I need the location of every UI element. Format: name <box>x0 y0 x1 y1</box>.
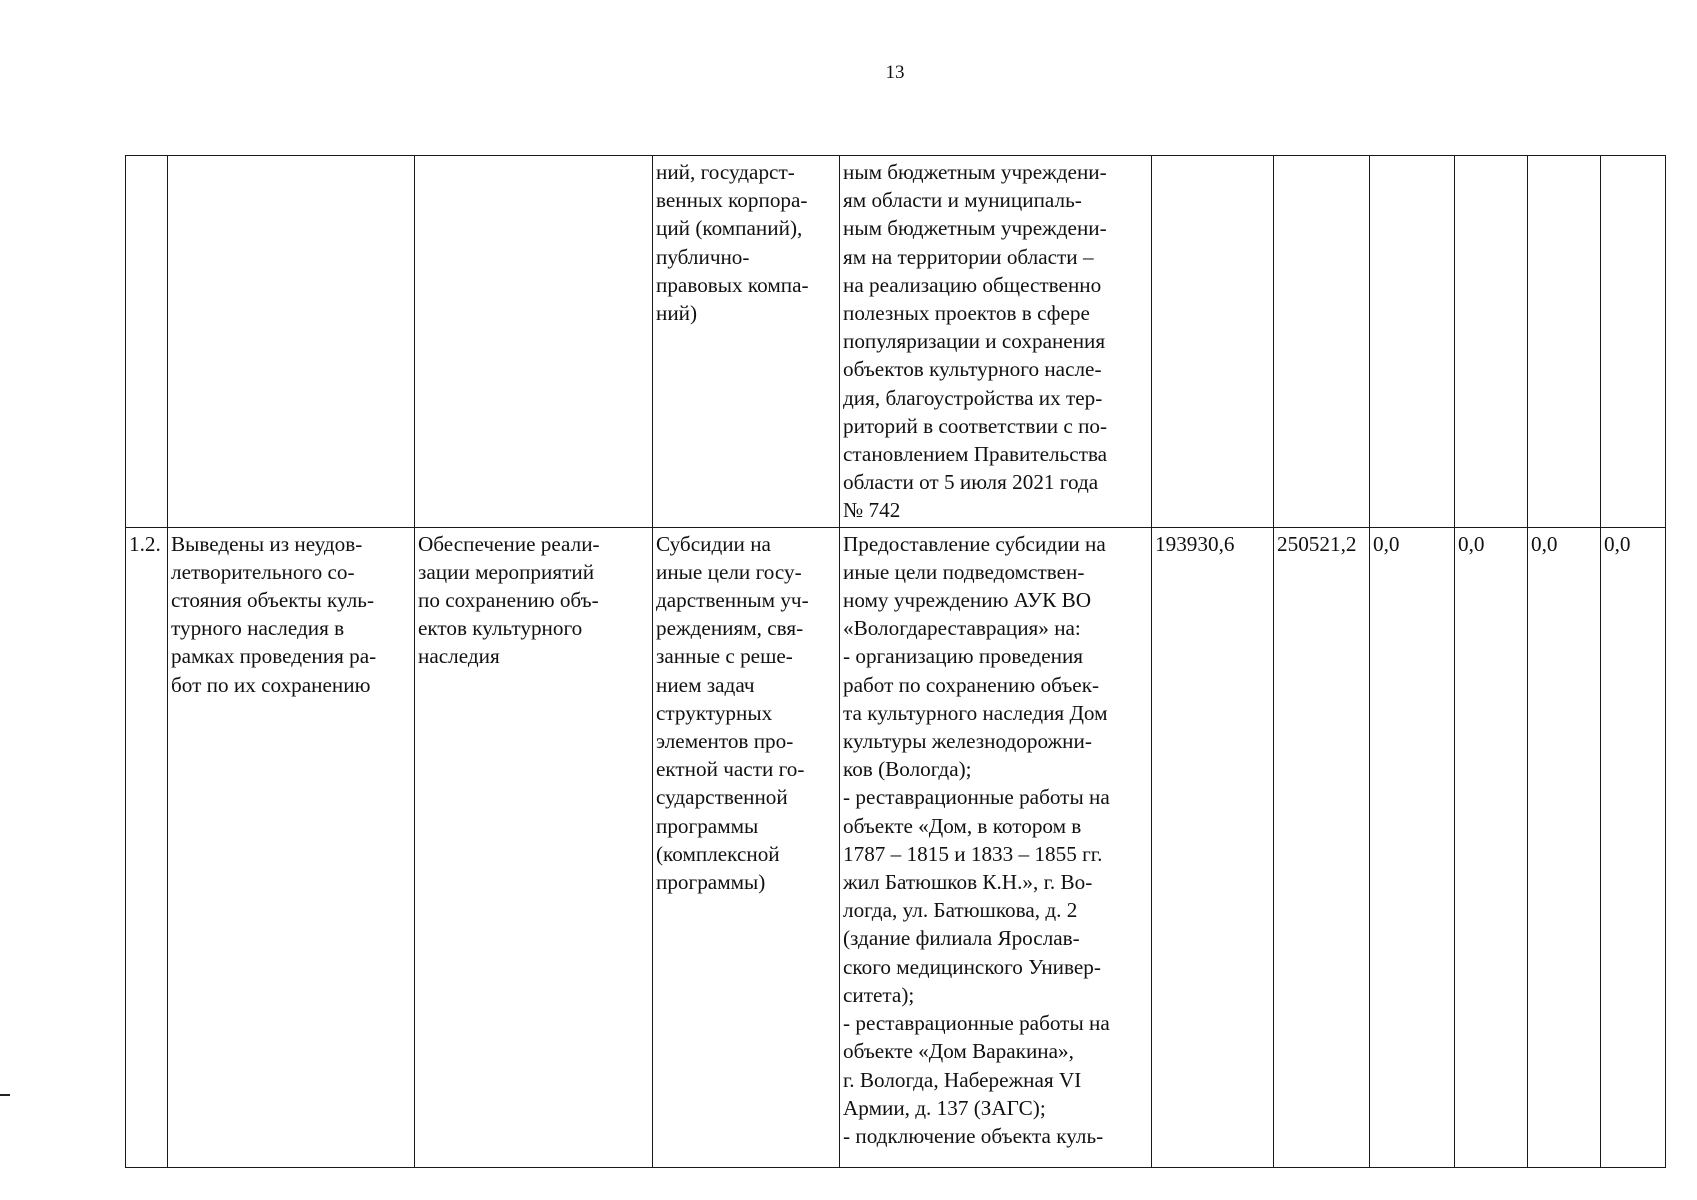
table-body <box>126 156 1666 1168</box>
text-line: ского медицинского Универ- <box>843 954 1101 979</box>
text-line: логда, ул. Батюшкова, д. 2 <box>843 898 1078 923</box>
program-table <box>125 155 1666 1168</box>
value-cell <box>1274 156 1370 528</box>
text-line: иные цели подведомствен- <box>843 559 1085 584</box>
text-line: 1787 – 1815 и 1833 – 1855 гг. <box>843 841 1103 866</box>
text-line: ным бюджетным учреждени- <box>843 216 1107 241</box>
value-cell <box>1370 156 1455 528</box>
text-line: риторий в соответствии с по- <box>843 413 1108 438</box>
text-line: стояния объекты куль- <box>171 588 374 613</box>
text-line: Выведены из неудов- <box>171 531 363 556</box>
text-line: ям на территории области – <box>843 244 1094 269</box>
text-line: дарственным уч- <box>656 588 809 613</box>
row-number-cell <box>126 156 168 528</box>
text-line: объекте «Дом Варакина», <box>843 1039 1074 1064</box>
text-line: сударственной <box>656 785 788 810</box>
description-cell <box>840 156 1152 528</box>
value-cell <box>1528 156 1601 528</box>
text-line: ектной части го- <box>656 757 805 782</box>
text-line: - организацию проведения <box>843 644 1084 669</box>
text-line: (здание филиала Ярослав- <box>843 926 1080 951</box>
text-line: - реставрационные работы на <box>843 1011 1110 1036</box>
text-line: ситета); <box>843 982 915 1007</box>
text-line: Предоставление субсидии на <box>843 531 1106 556</box>
text-line: ным бюджетным учреждени- <box>843 160 1107 184</box>
expense-type-cell <box>653 156 840 528</box>
text-line: венных корпора- <box>656 188 808 213</box>
text-line: ций (компаний), <box>656 216 803 241</box>
text-line: нием задач <box>656 672 755 697</box>
value-cell <box>1455 156 1528 528</box>
text-line: Обеспечение реали- <box>418 531 600 556</box>
text-line: «Вологдареставрация» на: <box>843 616 1081 641</box>
expense-type-cell <box>653 527 840 1167</box>
margin-tick <box>0 1094 10 1096</box>
text-line: объекте «Дом, в котором в <box>843 813 1082 838</box>
text-line: рамках проведения ра- <box>171 644 377 669</box>
measure-cell <box>415 156 653 528</box>
text-line: популяризации и сохранения <box>843 329 1106 354</box>
value-cell: 0,0 <box>1601 527 1666 1167</box>
measure-cell <box>415 527 653 1167</box>
text-line: полезных проектов в сфере <box>843 301 1090 326</box>
text-line: культуры железнодорожни- <box>843 729 1092 754</box>
text-line: работ по сохранению объек- <box>843 672 1100 697</box>
text-line: та культурного наследия Дом <box>843 700 1108 725</box>
result-cell <box>168 156 415 528</box>
text-line: публично- <box>656 244 750 269</box>
text-line: программы) <box>656 870 766 895</box>
value-cell <box>1152 156 1274 528</box>
text-line: ектов культурного <box>418 616 583 641</box>
page-number: 13 <box>885 62 905 83</box>
text-line: области от 5 июля 2021 года <box>843 470 1099 495</box>
text-line: зации мероприятий <box>418 559 595 584</box>
text-line: дия, благоустройства их тер- <box>843 385 1103 410</box>
table-row <box>126 527 1666 1167</box>
text-line: - подключение объекта куль- <box>843 1123 1104 1148</box>
value-cell <box>1601 156 1666 528</box>
text-line: Армии, д. 137 (ЗАГС); <box>843 1095 1046 1120</box>
text-line: ний) <box>656 301 698 326</box>
text-line: г. Вологда, Набережная VI <box>843 1067 1082 1092</box>
text-line: на реализацию общественно <box>843 272 1102 297</box>
text-line: программы <box>656 813 759 838</box>
text-line: жил Батюшков К.Н.», г. Во- <box>843 870 1093 895</box>
text-line: ний, государст- <box>656 160 795 184</box>
text-line: летворительного со- <box>171 559 355 584</box>
text-line: объектов культурного насле- <box>843 357 1102 382</box>
text-line: реждениям, свя- <box>656 616 804 641</box>
text-line: структурных <box>656 700 773 725</box>
row-number-cell: 1.2. <box>126 527 168 1167</box>
text-line: - реставрационные работы на <box>843 785 1110 810</box>
text-line: ному учреждению АУК ВО <box>843 588 1091 613</box>
value-cell: 193930,6 <box>1152 527 1274 1167</box>
text-line: ков (Вологда); <box>843 757 972 782</box>
text-line: занные с реше- <box>656 644 793 669</box>
value-cell: 0,0 <box>1528 527 1601 1167</box>
text-line: ям области и муниципаль- <box>843 188 1082 213</box>
text-line: правовых компа- <box>656 272 809 297</box>
text-line: иные цели госу- <box>656 559 802 584</box>
text-line: турного наследия в <box>171 616 345 641</box>
description-cell <box>840 527 1152 1167</box>
text-line: Субсидии на <box>656 531 771 556</box>
text-line: (комплексной <box>656 841 780 866</box>
value-cell: 250521,2 <box>1274 527 1370 1167</box>
result-cell <box>168 527 415 1167</box>
text-line: элементов про- <box>656 729 794 754</box>
value-cell: 0,0 <box>1455 527 1528 1167</box>
text-line: по сохранению объ- <box>418 588 599 613</box>
table-row <box>126 156 1666 528</box>
text-line: бот по их сохранению <box>171 672 371 697</box>
value-cell: 0,0 <box>1370 527 1455 1167</box>
text-line: становлением Правительства <box>843 442 1108 467</box>
text-line: наследия <box>418 644 500 669</box>
text-line: № 742 <box>843 498 901 523</box>
